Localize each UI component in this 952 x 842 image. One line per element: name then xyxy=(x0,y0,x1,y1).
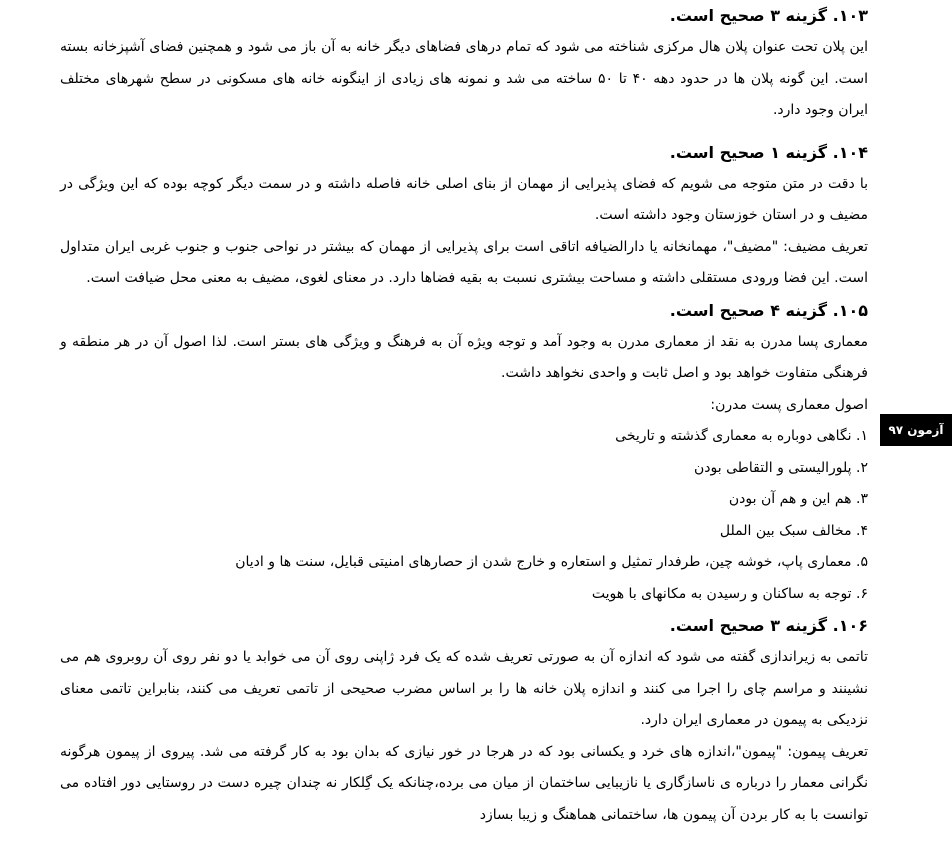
answer-heading: ۱۰۵. گزینه ۴ صحیح است. xyxy=(669,300,868,320)
answer-paragraph: این پلان تحت عنوان پلان هال مرکزی شناخته می شود که تمام درهای فضاهای دیگر خانه به آن باز می شود و همچنین فضای آشپزخانه بسته است. این گونه پلان ها در حدود دهه ۴۰ تا ۵۰ ساخته می شد و نمونه های زیادی از اینگونه خانه های مسکونی در سطح شهرهای مختلف ایران وجود دارد. xyxy=(60,39,869,118)
list-item: ۴. مخالف سبک بین الملل xyxy=(719,522,868,539)
answer-paragraph: تاتمی به زیراندازی گفته می شود که اندازه آن به صورتی تعریف شده که یک فرد ژاپنی روی آن می خوابد یا دو نفر روی آن روبروی هم می نشینند و مراسم چای را اجرا می کنند و اندازه پلان خانه ها را بر اساس مضرب صحیحی از تاتمی تعریف می کنند، بنابراین تاتمی معنای نزدیکی به پیمون در معماری ایران دارد. xyxy=(60,649,868,728)
answer-heading: ۱۰۳. گزینه ۳ صحیح است. xyxy=(669,6,868,25)
list-item: ۲. پلورالیستی و التقاطی بودن xyxy=(693,459,868,476)
list-item: ۶. توجه به ساکنان و رسیدن به مکانهای با هویت xyxy=(591,585,868,602)
answer-103 xyxy=(60,0,868,127)
side-tab-exam-97: آزمون ۹۷ xyxy=(880,414,952,446)
list-item: ۱. نگاهی دوباره به معماری گذشته و تاریخی xyxy=(615,428,868,444)
answer-paragraph: معماری پسا مدرن به نقد از معماری مدرن به وجود آمد و توجه ویژه آن به فرهنگ و ویژگی های بستر است. لذا اصول آن در هر منطقه و فرهنگی متفاوت خواهد بود و اصل ثابت و واحدی نخواهد داشت. xyxy=(60,333,868,381)
definition-paragraph: تعریف پیمون: "پیمون"،اندازه های خرد و یکسانی بود که در هرجا در خور نیازی که بدان بود به کار گرفته می شد. پیروی از پیمون هرگونه نگرانی معمار را درباره ی ناسازگاری یا نازیبایی ساختمان از میان می برده،چنانکه یک گِلکار نه چندان چیره دست در روستایی دور افتاده می توانست با به کار بردن آن پیمون ها، ساختمانی هماهنگ و زیبا بسازد xyxy=(60,743,868,823)
list-item: ۵. معماری پاپ، خوشه چین، طرفدار تمثیل و استعاره و خارج شدن از حصارهای امنیتی قبایل، سنت ها و ادیان xyxy=(235,554,868,570)
postmodern-principles-list xyxy=(60,421,868,610)
answer-paragraph: با دقت در متن متوجه می شویم که فضای پذیرایی از مهمان از بنای اصلی خانه فاصله داشته و در سمت دیگر کوچه بوده که این ویژگی در مضیف و در استان خوزستان وجود داشته است. xyxy=(60,175,868,223)
document-page xyxy=(60,0,868,842)
answer-heading: ۱۰۴. گزینه ۱ صحیح است. xyxy=(669,142,868,162)
section-gap xyxy=(60,127,868,137)
answer-104 xyxy=(60,137,868,295)
answer-105 xyxy=(60,295,868,611)
definition-paragraph: تعریف مضیف: "مضیف"، مهمانخانه یا دارالضیافه اتاقی است برای پذیرایی از مهمان که بیشتر در نواحی جنوب و جنوب غربی ایران متداول است. این فضا ورودی مستقلی داشته و مساحت بیشتری نسبت به بقیه فضاها دارد. در معنای لغوی، مضیف به معنی محل ضیافت است. xyxy=(60,238,868,286)
answer-heading: ۱۰۶. گزینه ۳ صحیح است. xyxy=(669,616,868,635)
list-intro: اصول معماری پست مدرن: xyxy=(710,396,868,413)
list-item: ۳. هم این و هم آن بودن xyxy=(728,491,868,507)
answer-106 xyxy=(60,610,868,831)
